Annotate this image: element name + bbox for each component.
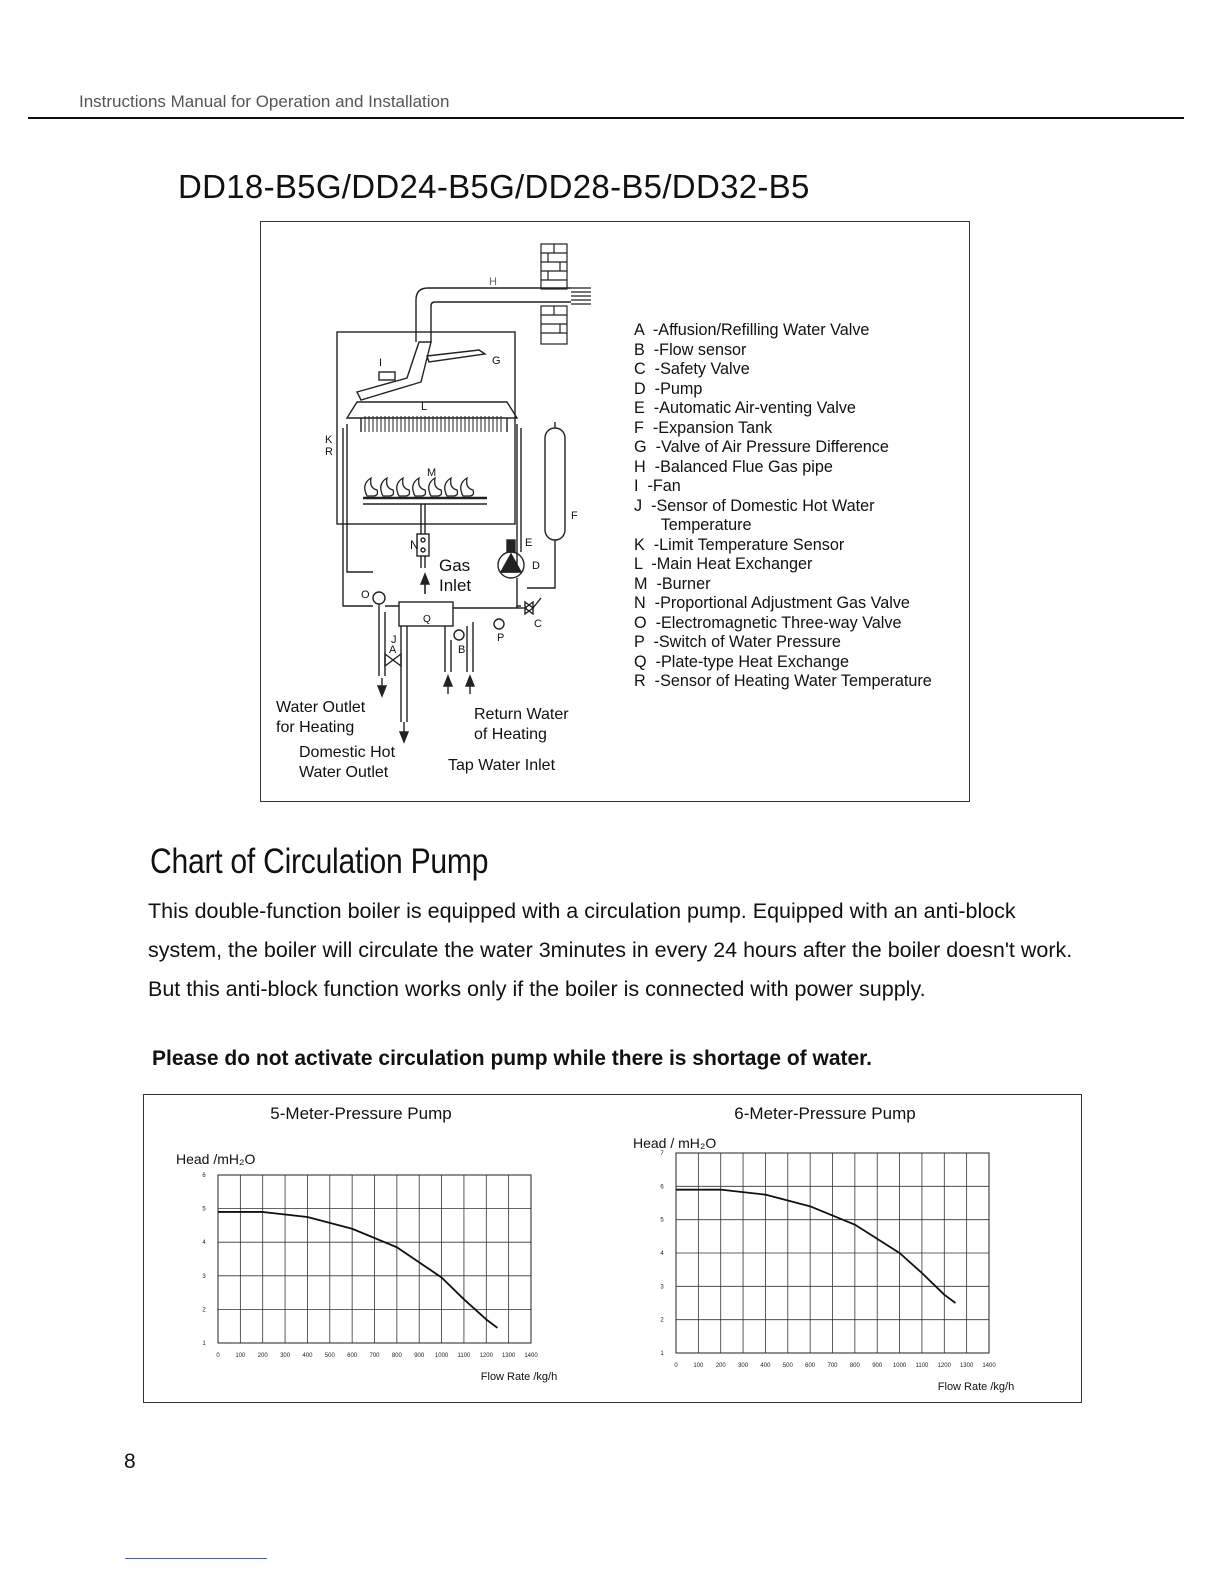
x-tick-label: 1100 — [915, 1363, 929, 1369]
tap-water-inlet-label: Tap Water Inlet — [448, 757, 556, 774]
x-tick-label: 400 — [302, 1353, 313, 1359]
model-numbers-title: DD18-B5G/DD24-B5G/DD28-B5/DD32-B5 — [178, 168, 810, 205]
pump-curve-line — [218, 1212, 497, 1328]
x-tick-label: 500 — [324, 1353, 335, 1359]
footer-link-line — [125, 1558, 267, 1559]
x-tick-label: 900 — [414, 1353, 425, 1359]
fan — [357, 342, 431, 400]
legend-item: I -Fan — [634, 477, 681, 495]
legend-item: B -Flow sensor — [634, 340, 747, 359]
y-tick-label: 4 — [202, 1240, 206, 1247]
label-c: C — [534, 618, 542, 630]
three-way-valve — [373, 592, 385, 604]
x-tick-label: 800 — [849, 1363, 860, 1369]
header-rule — [28, 117, 1184, 119]
section-title: Chart of Circulation Pump — [150, 842, 489, 881]
x-tick-label: 1300 — [501, 1353, 516, 1359]
label-h: H — [489, 276, 497, 288]
label-k: K — [325, 434, 333, 446]
domestic-hot-water-outlet-label: Domestic Hot Water Outlet — [299, 744, 396, 781]
label-b: B — [458, 644, 466, 656]
gas-inlet-label: Gas Inlet — [439, 556, 472, 595]
y-axis-label: Head /mH₂O — [176, 1151, 256, 1167]
x-tick-label: 200 — [715, 1363, 726, 1369]
legend-item: R -Sensor of Heating Water Temperature — [634, 672, 932, 690]
y-tick-label: 6 — [202, 1173, 206, 1179]
legend-item: M -Burner — [634, 574, 711, 593]
legend-item: A -Affusion/Refilling Water Valve — [634, 321, 870, 339]
label-g: G — [492, 355, 501, 367]
label-f: F — [571, 510, 578, 522]
legend-item: N -Proportional Adjustment Gas Valve — [634, 594, 910, 612]
label-n: N — [410, 538, 419, 552]
y-tick-label: 5 — [202, 1206, 206, 1213]
legend-item: J -Sensor of Domestic Hot Water — [634, 496, 875, 515]
x-tick-label: 300 — [738, 1363, 749, 1369]
water-outlet-heating-label: Water Outlet for Heating — [276, 699, 366, 736]
x-tick-label: 100 — [235, 1353, 246, 1359]
x-tick-label: 0 — [216, 1353, 220, 1359]
x-axis-label: Flow Rate /kg/h — [480, 1371, 558, 1383]
label-a: A — [389, 644, 397, 656]
x-tick-label: 500 — [782, 1363, 793, 1369]
x-tick-label: 600 — [347, 1353, 358, 1359]
section-paragraph: This double-function boiler is equipped with a circulation pump. Equipped with an anti-block system, the boiler will circulate the water 3minutes in every 24 hours after the boiler doesn't work. But this anti-block function works only if the boiler is connected with power supply. — [148, 899, 1073, 1001]
x-tick-label: 1000 — [892, 1363, 907, 1369]
legend-item: C -Safety Valve — [634, 360, 750, 378]
x-tick-label: 200 — [257, 1353, 268, 1359]
y-tick-label: 4 — [660, 1251, 664, 1257]
heat-exchanger-hood — [347, 402, 517, 418]
x-tick-label: 1400 — [524, 1353, 538, 1359]
x-tick-label: 300 — [280, 1353, 291, 1359]
component-legend — [634, 321, 932, 692]
y-tick-label: 1 — [660, 1351, 664, 1357]
y-tick-label: 2 — [202, 1307, 206, 1314]
chimney-wall — [541, 244, 591, 344]
page-number: 8 — [124, 1450, 136, 1473]
chart-title: 5-Meter-Pressure Pump — [270, 1104, 452, 1123]
x-tick-label: 700 — [827, 1363, 838, 1369]
x-tick-label: 1100 — [457, 1353, 471, 1359]
legend-item: P -Switch of Water Pressure — [634, 633, 841, 651]
manual-header-title: Instructions Manual for Operation and Installation — [79, 92, 450, 111]
heat-exchanger-fins — [365, 416, 501, 432]
warning-text: Please do not activate circulation pump while there is shortage of water. — [152, 1047, 873, 1070]
label-l: L — [421, 401, 428, 413]
x-tick-label: 400 — [760, 1363, 771, 1369]
y-tick-label: 3 — [660, 1284, 664, 1291]
x-axis-label: Flow Rate /kg/h — [937, 1381, 1015, 1393]
y-tick-label: 7 — [660, 1151, 664, 1157]
y-tick-label: 6 — [660, 1184, 664, 1191]
flow-sensor — [454, 630, 464, 640]
legend-item: E -Automatic Air-venting Valve — [634, 399, 856, 417]
x-tick-label: 0 — [674, 1363, 678, 1369]
x-tick-label: 1400 — [982, 1363, 996, 1369]
legend-item: K -Limit Temperature Sensor — [634, 535, 845, 554]
burner-flames — [365, 478, 474, 496]
label-e: E — [525, 537, 533, 549]
x-tick-label: 900 — [872, 1363, 883, 1369]
gas-valve — [417, 534, 429, 556]
boiler-schematic-diagram — [260, 221, 970, 802]
legend-item: G -Valve of Air Pressure Difference — [634, 438, 889, 456]
pump-curves-panel — [143, 1094, 1082, 1403]
y-tick-label: 5 — [660, 1217, 664, 1224]
y-tick-label: 3 — [202, 1273, 206, 1280]
x-tick-label: 600 — [805, 1363, 816, 1369]
y-tick-label: 1 — [202, 1341, 206, 1347]
label-p: P — [497, 632, 505, 644]
x-tick-label: 700 — [369, 1353, 380, 1359]
label-o: O — [361, 589, 370, 601]
label-d: D — [532, 560, 540, 572]
pressure-switch — [494, 619, 504, 629]
label-q: Q — [423, 614, 431, 625]
x-tick-label: 1200 — [937, 1363, 951, 1369]
label-j: J — [391, 634, 397, 646]
legend-item: Q -Plate-type Heat Exchange — [634, 652, 850, 671]
legend-item: Temperature — [634, 516, 752, 534]
x-tick-label: 1000 — [434, 1353, 449, 1359]
label-m: M — [427, 467, 437, 479]
legend-item: D -Pump — [634, 379, 703, 398]
x-tick-label: 1200 — [479, 1353, 493, 1359]
x-tick-label: 800 — [391, 1353, 402, 1359]
legend-item: F -Expansion Tank — [634, 418, 773, 437]
x-tick-label: 1300 — [959, 1363, 974, 1369]
pump-curves-svg — [144, 1095, 1081, 1402]
legend-item: O -Electromagnetic Three-way Valve — [634, 613, 902, 632]
label-r: R — [325, 446, 333, 458]
legend-item: L -Main Heat Exchanger — [634, 555, 813, 573]
y-axis-label: Head / mH₂O — [633, 1135, 717, 1151]
chart-title: 6-Meter-Pressure Pump — [734, 1104, 916, 1123]
return-water-heating-label: Return Water of Heating — [474, 706, 569, 743]
x-tick-label: 100 — [693, 1363, 704, 1369]
expansion-tank — [545, 428, 565, 540]
label-i: I — [379, 357, 383, 369]
y-tick-label: 2 — [660, 1317, 664, 1324]
legend-item: H -Balanced Flue Gas pipe — [634, 457, 833, 476]
